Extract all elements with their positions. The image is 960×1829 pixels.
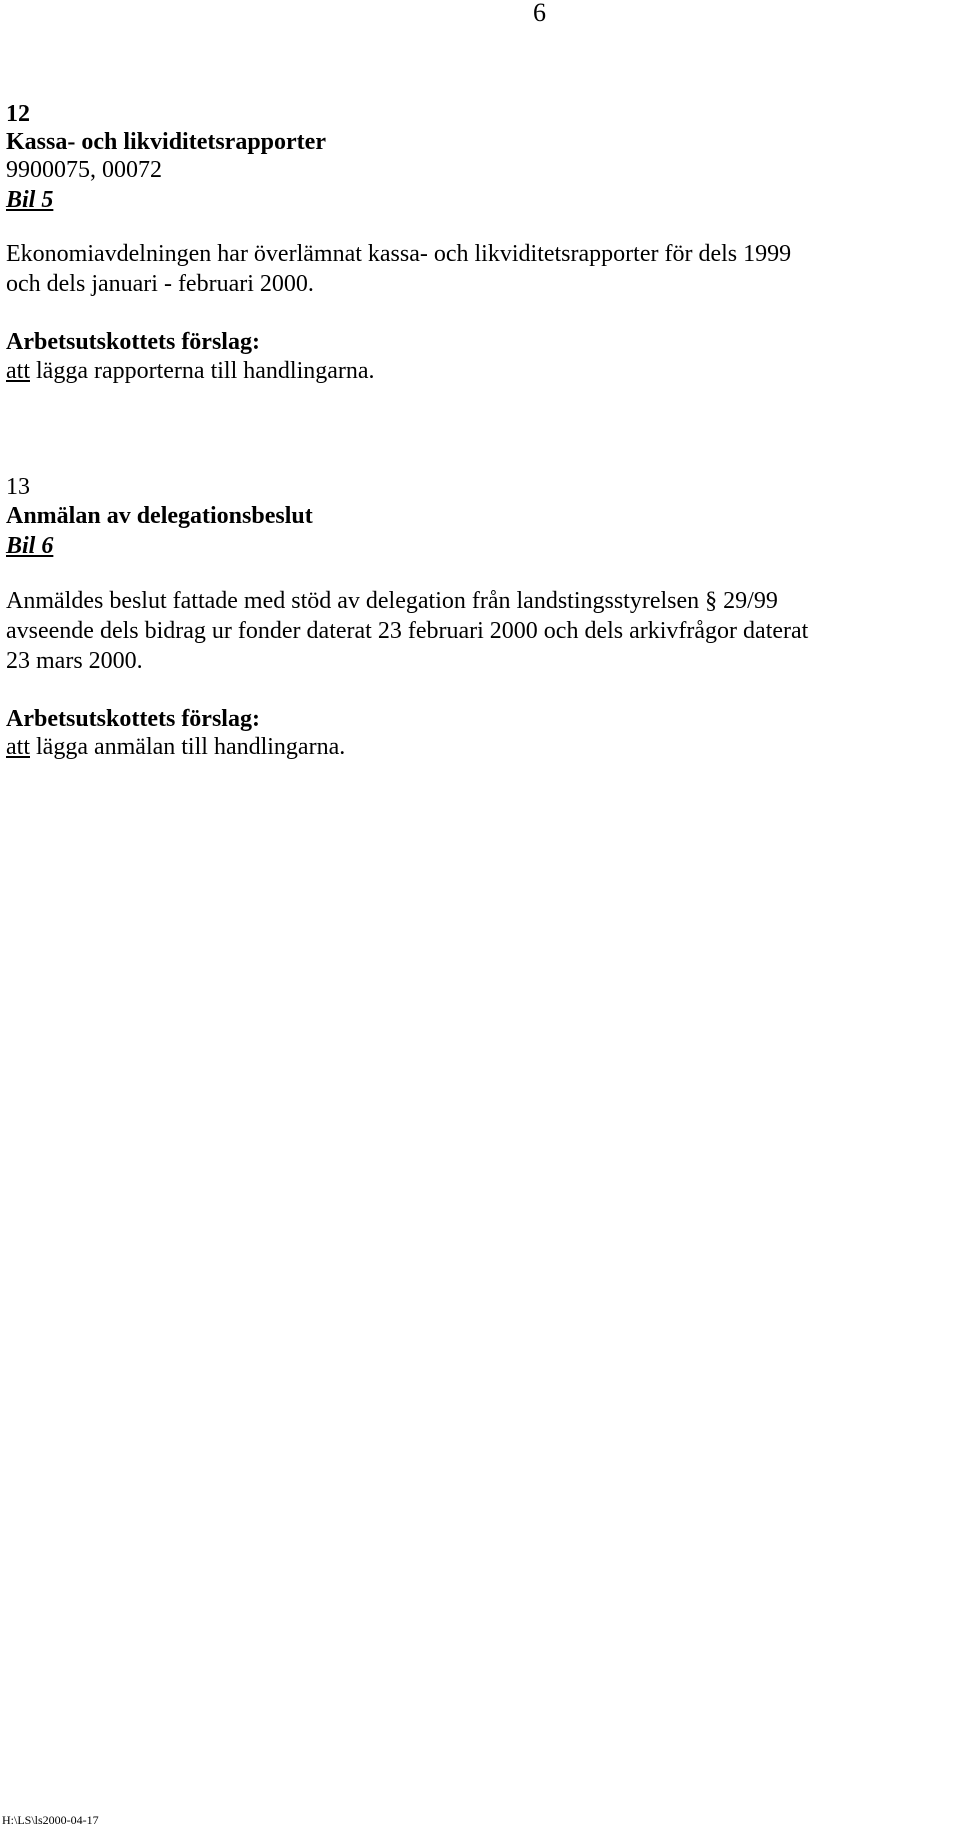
item-12-body-line-2: och dels januari - februari 2000. [6,271,314,297]
item-12-attachment-link[interactable]: Bil 5 [6,187,54,213]
item-13-proposal [6,733,345,761]
item-13-title: Anmälan av delegationsbeslut [6,503,313,529]
item-13-proposal-text: lägga anmälan till handlingarna. [30,734,346,760]
item-12-proposal [6,357,375,385]
item-13-body-line-3: 23 mars 2000. [6,648,143,674]
item-12-body-line-1: Ekonomiavdelningen har överlämnat kassa- och likviditetsrapporter för dels 1999 [6,241,792,267]
item-13-body-line-1: Anmäldes beslut fattade med stöd av delegation från landstingsstyrelsen § 29/99 [6,588,778,614]
item-13-proposal-att: att [6,734,30,760]
footer-file-path: H:\LS\ls2000-04-17 [2,1813,99,1827]
item-12-proposal-text: lägga rapporterna till handlingarna. [30,358,375,384]
item-12-proposal-heading: Arbetsutskottets förslag: [6,329,260,355]
item-13-attachment-link[interactable]: Bil 6 [6,533,54,559]
page-number: 6 [533,0,546,27]
item-13-number: 13 [6,474,30,500]
item-12-title: Kassa- och likviditetsrapporter [6,129,326,155]
item-12-number: 12 [6,101,30,127]
item-12-reference: 9900075, 00072 [6,157,162,183]
item-13-proposal-heading: Arbetsutskottets förslag: [6,706,260,732]
item-12-proposal-att: att [6,358,30,384]
item-13-body-line-2: avseende dels bidrag ur fonder daterat 23 februari 2000 och dels arkivfrågor daterat [6,618,809,644]
